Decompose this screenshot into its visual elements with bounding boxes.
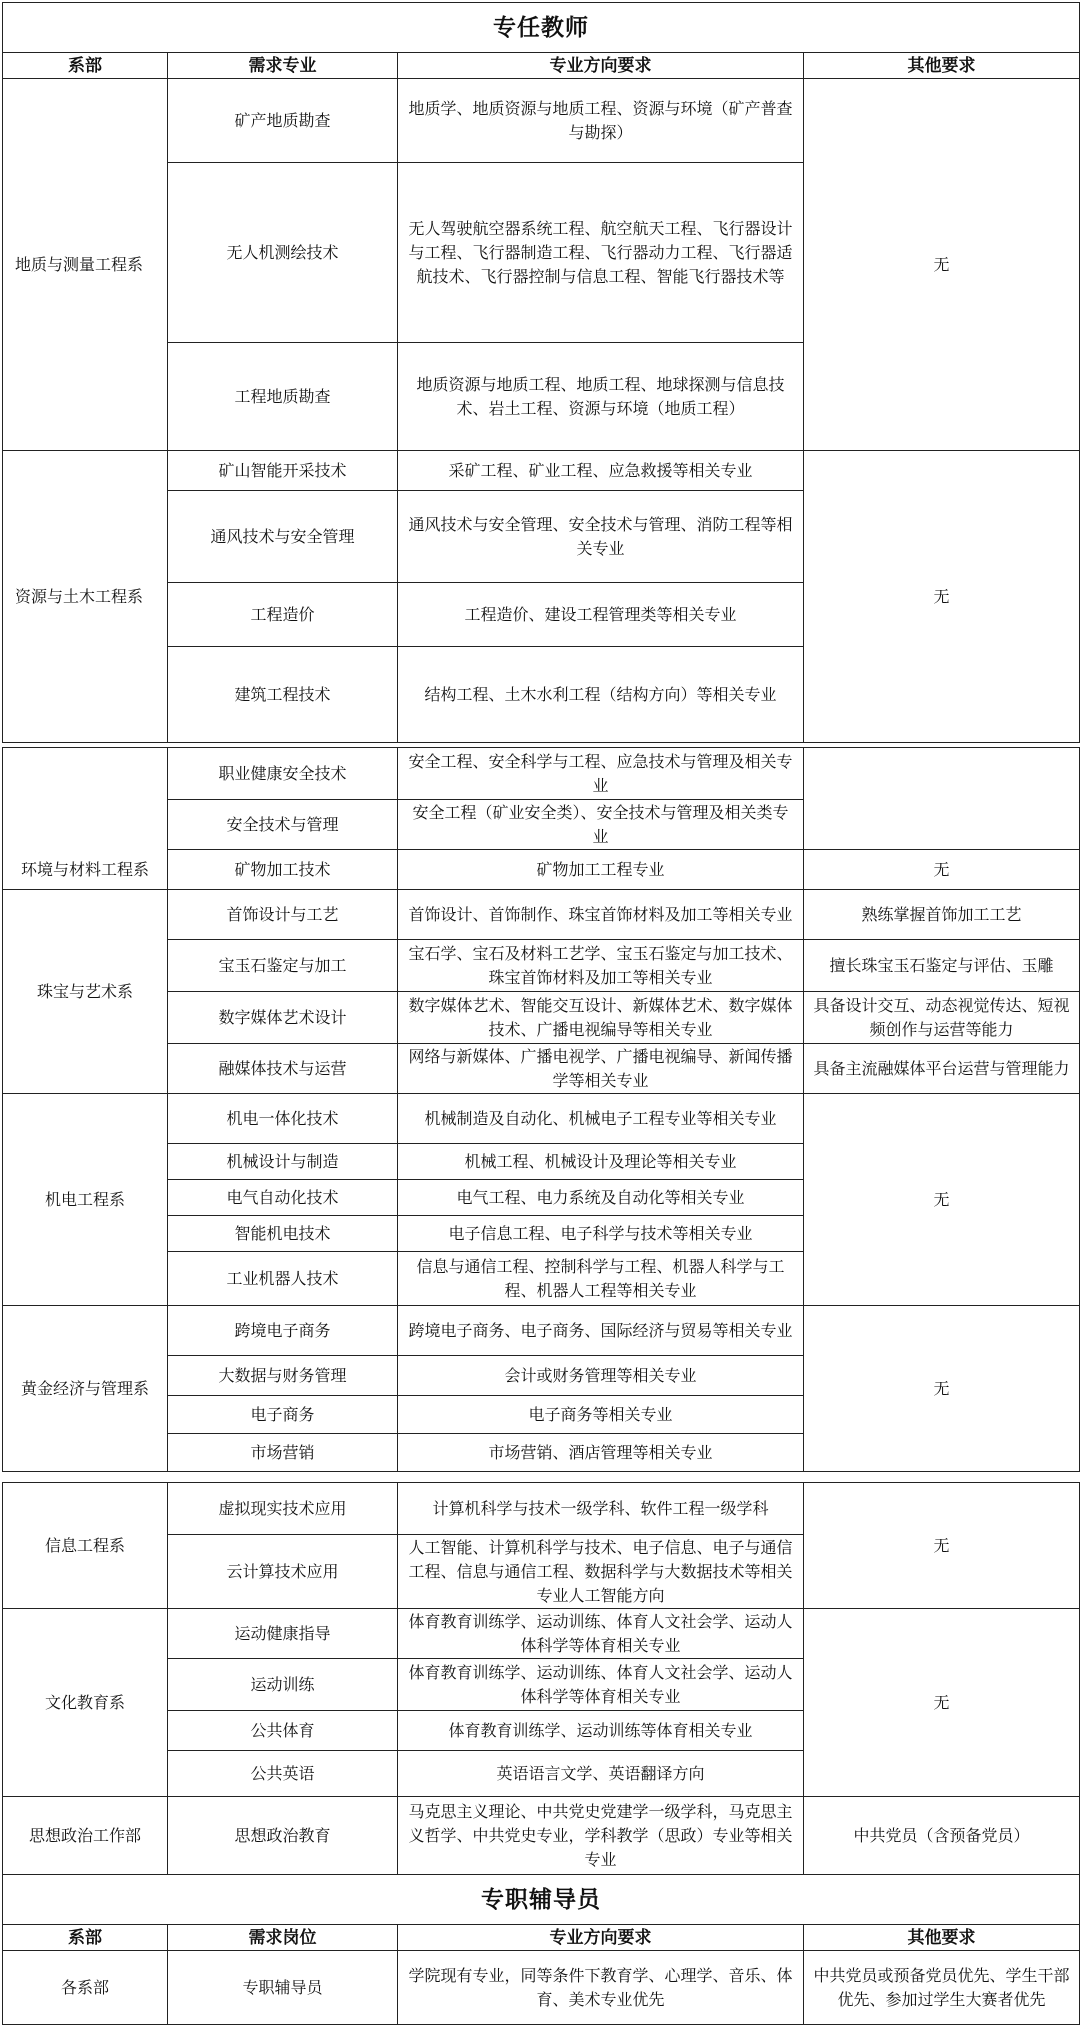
dept-cell: 机电工程系 <box>3 1094 168 1306</box>
direction-cell: 电气工程、电力系统及自动化等相关专业 <box>398 1180 804 1216</box>
direction-cell: 无人驾驶航空器系统工程、航空航天工程、飞行器设计与工程、飞行器制造工程、飞行器动力工程、飞行器适航技术、飞行器控制与信息工程、智能飞行器技术等 <box>398 163 804 343</box>
other-cell: 具备设计交互、动态视觉传达、短视频创作与运营等能力 <box>804 992 1080 1044</box>
direction-cell: 采矿工程、矿业工程、应急救援等相关专业 <box>398 451 804 491</box>
major-cell: 通风技术与安全管理 <box>168 491 398 583</box>
major-cell: 矿物加工技术 <box>168 850 398 890</box>
post-cell: 专职辅导员 <box>168 1951 398 2025</box>
teacher-table-part1 <box>2 2 1080 743</box>
header-dept: 系部 <box>3 1925 168 1951</box>
header-major: 需求专业 <box>168 53 398 79</box>
dept-cell: 黄金经济与管理系 <box>3 1306 168 1472</box>
teacher-table-part2 <box>2 747 1080 1472</box>
direction-cell: 体育教育训练学、运动训练等体育相关专业 <box>398 1711 804 1751</box>
table-row <box>3 1797 1080 1875</box>
direction-cell: 跨境电子商务、电子商务、国际经济与贸易等相关专业 <box>398 1306 804 1356</box>
dept-cell: 环境与材料工程系 <box>3 850 168 890</box>
direction-cell: 安全工程（矿业安全类）、安全技术与管理及相关类专业 <box>398 800 804 850</box>
header-other: 其他要求 <box>804 1925 1080 1951</box>
header-direction: 专业方向要求 <box>398 1925 804 1951</box>
header-dept: 系部 <box>3 53 168 79</box>
direction-cell: 安全工程、安全科学与工程、应急技术与管理及相关专业 <box>398 748 804 800</box>
dept-cell: 信息工程系 <box>3 1483 168 1609</box>
major-cell: 机械设计与制造 <box>168 1144 398 1180</box>
table-row <box>3 1951 1080 2025</box>
dept-cell: 思想政治工作部 <box>3 1797 168 1875</box>
other-cell: 中共党员或预备党员优先、学生干部优先、参加过学生大赛者优先 <box>804 1951 1080 2025</box>
dept-cell: 地质与测量工程系 <box>3 79 168 451</box>
major-cell: 数字媒体艺术设计 <box>168 992 398 1044</box>
other-cell: 无 <box>804 1306 1080 1472</box>
header-other: 其他要求 <box>804 53 1080 79</box>
major-cell: 跨境电子商务 <box>168 1306 398 1356</box>
direction-cell: 计算机科学与技术一级学科、软件工程一级学科 <box>398 1483 804 1535</box>
section-title-counselor: 专职辅导员 <box>3 1875 1080 1925</box>
direction-cell: 会计或财务管理等相关专业 <box>398 1356 804 1396</box>
other-cell: 无 <box>804 1094 1080 1306</box>
major-cell: 公共英语 <box>168 1751 398 1797</box>
direction-cell: 首饰设计、首饰制作、珠宝首饰材料及加工等相关专业 <box>398 890 804 940</box>
major-cell: 工业机器人技术 <box>168 1252 398 1306</box>
dept-cell: 各系部 <box>3 1951 168 2025</box>
other-cell: 无 <box>804 79 1080 451</box>
major-cell: 运动训练 <box>168 1659 398 1711</box>
table-header-row <box>3 53 1080 79</box>
major-cell: 宝玉石鉴定与加工 <box>168 940 398 992</box>
major-cell: 职业健康安全技术 <box>168 748 398 800</box>
major-cell: 融媒体技术与运营 <box>168 1044 398 1094</box>
other-cell: 具备主流融媒体平台运营与管理能力 <box>804 1044 1080 1094</box>
other-cell: 中共党员（含预备党员） <box>804 1797 1080 1875</box>
table-row <box>3 850 1080 890</box>
major-cell: 电气自动化技术 <box>168 1180 398 1216</box>
direction-cell: 电子商务等相关专业 <box>398 1396 804 1434</box>
other-cell: 擅长珠宝玉石鉴定与评估、玉雕 <box>804 940 1080 992</box>
direction-cell: 体育教育训练学、运动训练、体育人文社会学、运动人体科学等体育相关专业 <box>398 1659 804 1711</box>
major-cell: 电子商务 <box>168 1396 398 1434</box>
other-cell: 无 <box>804 1483 1080 1609</box>
major-cell: 公共体育 <box>168 1711 398 1751</box>
major-cell: 运动健康指导 <box>168 1609 398 1659</box>
dept-cell: 文化教育系 <box>3 1609 168 1797</box>
direction-cell: 体育教育训练学、运动训练、体育人文社会学、运动人体科学等体育相关专业 <box>398 1609 804 1659</box>
direction-cell: 电子信息工程、电子科学与技术等相关专业 <box>398 1216 804 1252</box>
major-cell: 矿山智能开采技术 <box>168 451 398 491</box>
major-cell: 安全技术与管理 <box>168 800 398 850</box>
other-cell: 无 <box>804 451 1080 743</box>
major-cell: 无人机测绘技术 <box>168 163 398 343</box>
direction-cell: 地质资源与地质工程、地质工程、地球探测与信息技术、岩土工程、资源与环境（地质工程） <box>398 343 804 451</box>
direction-cell: 矿物加工工程专业 <box>398 850 804 890</box>
major-cell: 思想政治教育 <box>168 1797 398 1875</box>
teacher-table-part3 <box>2 1482 1080 2025</box>
header-direction: 专业方向要求 <box>398 53 804 79</box>
other-cell: 无 <box>804 1609 1080 1797</box>
direction-cell: 信息与通信工程、控制科学与工程、机器人科学与工程、机器人工程等相关专业 <box>398 1252 804 1306</box>
direction-cell: 机械工程、机械设计及理论等相关专业 <box>398 1144 804 1180</box>
major-cell: 矿产地质勘查 <box>168 79 398 163</box>
major-cell: 工程地质勘查 <box>168 343 398 451</box>
major-cell: 智能机电技术 <box>168 1216 398 1252</box>
table-row <box>3 451 1080 491</box>
direction-cell: 地质学、地质资源与地质工程、资源与环境（矿产普查与勘探） <box>398 79 804 163</box>
major-cell: 市场营销 <box>168 1434 398 1472</box>
section-title-teachers: 专任教师 <box>3 3 1080 53</box>
table-row <box>3 1306 1080 1356</box>
direction-cell: 结构工程、土木水利工程（结构方向）等相关专业 <box>398 647 804 743</box>
table-row <box>3 1609 1080 1659</box>
direction-cell: 马克思主义理论、中共党史党建学一级学科，马克思主义哲学、中共党史专业，学科教学（思政）专业等相关专业 <box>398 1797 804 1875</box>
direction-cell: 通风技术与安全管理、安全技术与管理、消防工程等相关专业 <box>398 491 804 583</box>
table-row <box>3 1483 1080 1535</box>
table-row <box>3 1094 1080 1144</box>
direction-cell: 学院现有专业，同等条件下教育学、心理学、音乐、体育、美术专业优先 <box>398 1951 804 2025</box>
dept-cell: 资源与土木工程系 <box>3 451 168 743</box>
major-cell: 大数据与财务管理 <box>168 1356 398 1396</box>
direction-cell: 英语语言文学、英语翻译方向 <box>398 1751 804 1797</box>
direction-cell: 网络与新媒体、广播电视学、广播电视编导、新闻传播学等相关专业 <box>398 1044 804 1094</box>
direction-cell: 宝石学、宝石及材料工艺学、宝玉石鉴定与加工技术、珠宝首饰材料及加工等相关专业 <box>398 940 804 992</box>
major-cell: 机电一体化技术 <box>168 1094 398 1144</box>
direction-cell: 机械制造及自动化、机械电子工程专业等相关专业 <box>398 1094 804 1144</box>
major-cell: 工程造价 <box>168 583 398 647</box>
other-cell: 熟练掌握首饰加工工艺 <box>804 890 1080 940</box>
major-cell: 虚拟现实技术应用 <box>168 1483 398 1535</box>
major-cell: 云计算技术应用 <box>168 1535 398 1609</box>
header-post: 需求岗位 <box>168 1925 398 1951</box>
major-cell: 首饰设计与工艺 <box>168 890 398 940</box>
direction-cell: 工程造价、建设工程管理类等相关专业 <box>398 583 804 647</box>
direction-cell: 数字媒体艺术、智能交互设计、新媒体艺术、数字媒体技术、广播电视编导等相关专业 <box>398 992 804 1044</box>
dept-cell-blank <box>3 748 168 850</box>
other-cell: 无 <box>804 850 1080 890</box>
table-row <box>3 748 1080 800</box>
dept-cell: 珠宝与艺术系 <box>3 890 168 1094</box>
counselor-header-row <box>3 1925 1080 1951</box>
direction-cell: 市场营销、酒店管理等相关专业 <box>398 1434 804 1472</box>
table-row <box>3 890 1080 940</box>
major-cell: 建筑工程技术 <box>168 647 398 743</box>
other-cell <box>804 748 1080 850</box>
table-row <box>3 79 1080 163</box>
direction-cell: 人工智能、计算机科学与技术、电子信息、电子与通信工程、信息与通信工程、数据科学与大数据技术等相关专业人工智能方向 <box>398 1535 804 1609</box>
